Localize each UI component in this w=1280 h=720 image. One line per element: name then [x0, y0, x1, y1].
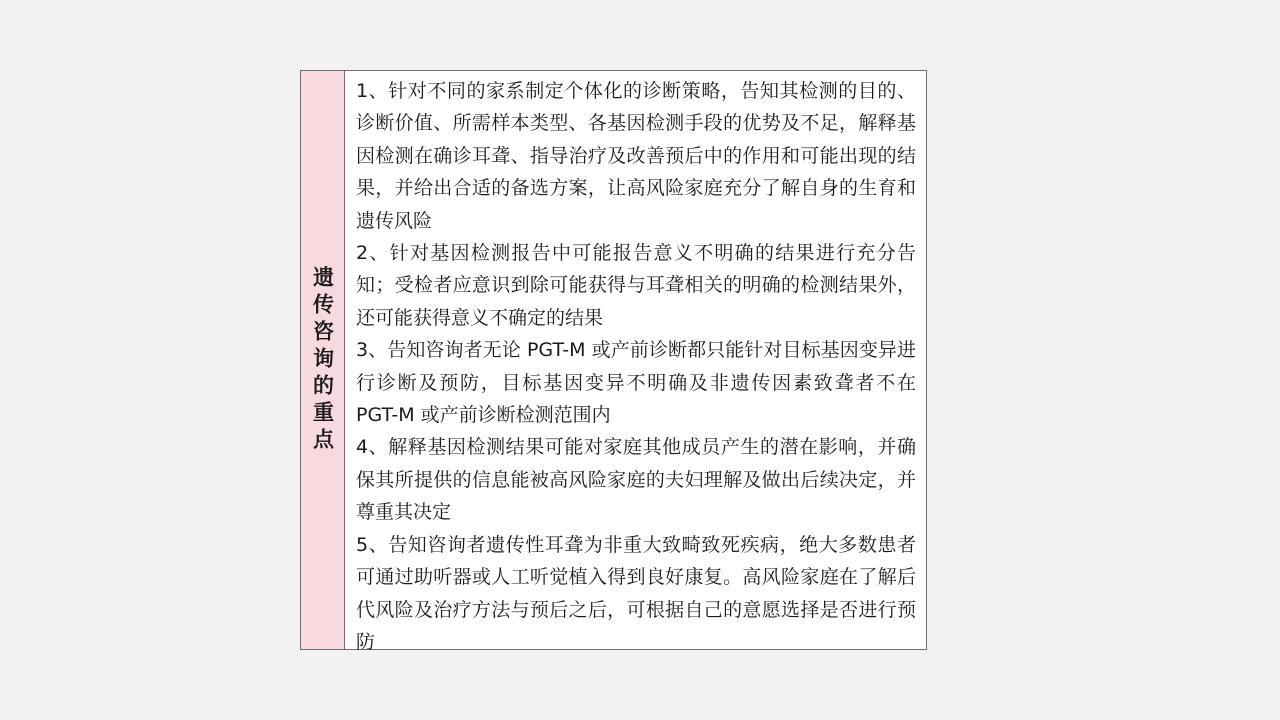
list-item: 3、告知咨询者无论 PGT-M 或产前诊断都只能针对目标基因变异进行诊断及预防，目标基因变异不明确及非遗传因素致聋者不在 PGT-M 或产前诊断检测范围内	[356, 339, 916, 427]
list-item: 4、解释基因检测结果可能对家庭其他成员产生的潜在影响，并确保其所提供的信息能被高风险家庭的夫妇理解及做出后续决定，并尊重其决定	[356, 436, 916, 524]
content-cell	[345, 71, 926, 653]
row-header-cell	[301, 71, 345, 649]
list-item: 2、针对基因检测报告中可能报告意义不明确的结果进行充分告知；受检者应意识到除可能获得与耳聋相关的明确的检测结果外，还可能获得意义不确定的结果	[356, 242, 916, 329]
list-item: 5、告知咨询者遗传性耳聋为非重大致畸致死疾病，绝大多数患者可通过助听器或人工听觉植入得到良好康复。高风险家庭在了解后代风险及治疗方法与预后之后，可根据自己的意愿选择是否进行预防	[356, 533, 916, 653]
genetic-counseling-table	[300, 70, 927, 653]
list-item: 1、针对不同的家系制定个体化的诊断策略，告知其检测的目的、诊断价值、所需样本类型、各基因检测手段的优势及不足，解释基因检测在确诊耳聋、指导治疗及改善预后中的作用和可能出现的结果，并给出合适的备选方案，让高风险家庭充分了解自身的生育和遗传风险	[356, 80, 916, 232]
row-header-label: 遗传咨询的重点	[310, 265, 336, 455]
